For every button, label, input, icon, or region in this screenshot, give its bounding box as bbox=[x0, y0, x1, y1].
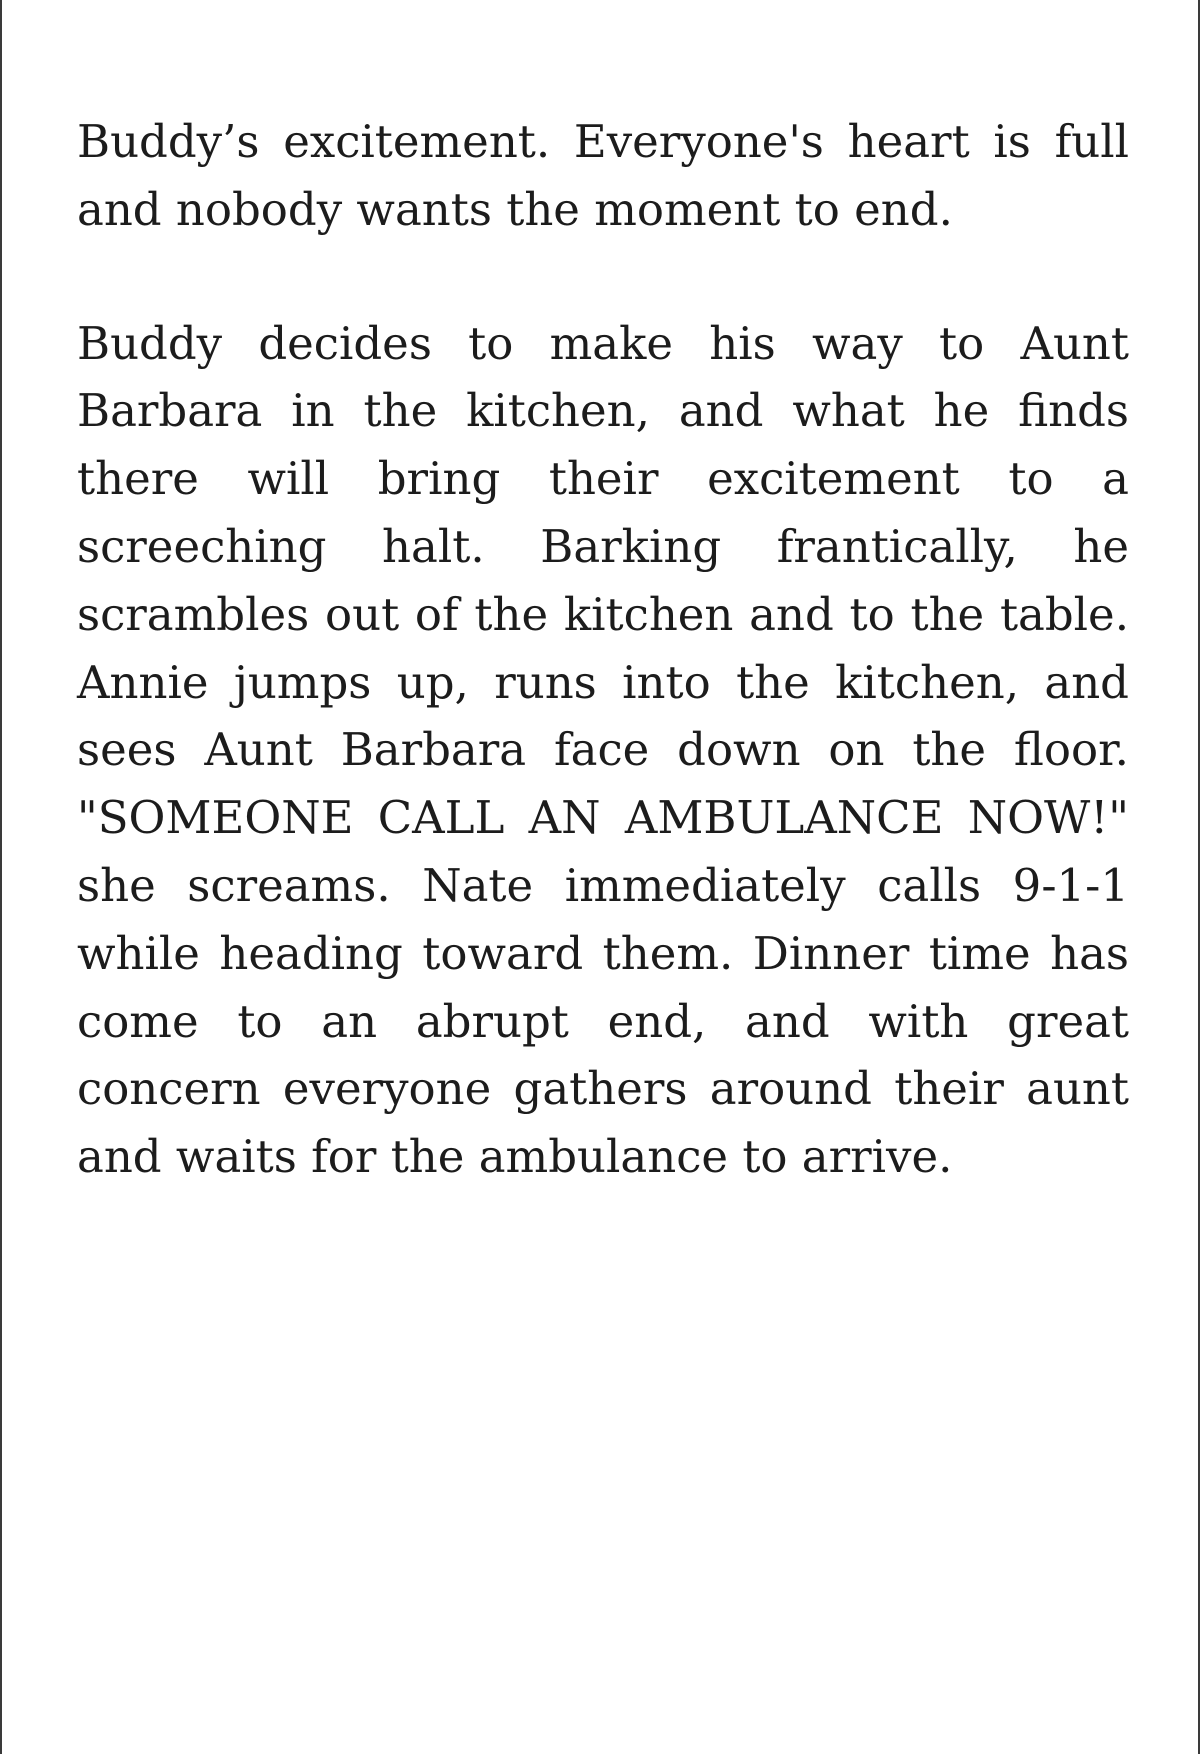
story-text bbox=[77, 108, 1129, 1191]
paragraph-2: Buddy decides to make his way to Aunt Barbara in the kitchen, and what he finds there will bring their excitement to a screeching halt. Barking frantically, he scrambles out of the kitchen and to the table. Annie jumps up, runs into the kitchen, and sees Aunt Barbara face down on the floor. "SOMEONE CALL AN AMBULANCE NOW!" she screams. Nate immediately calls 9-1-1 while heading toward them. Dinner time has come to an abrupt end, and with great concern everyone gathers around their aunt and waits for the ambulance to arrive. bbox=[77, 316, 1129, 1184]
paragraph-1: Buddy’s excitement. Everyone's heart is full and nobody wants the moment to end. bbox=[77, 115, 1129, 236]
